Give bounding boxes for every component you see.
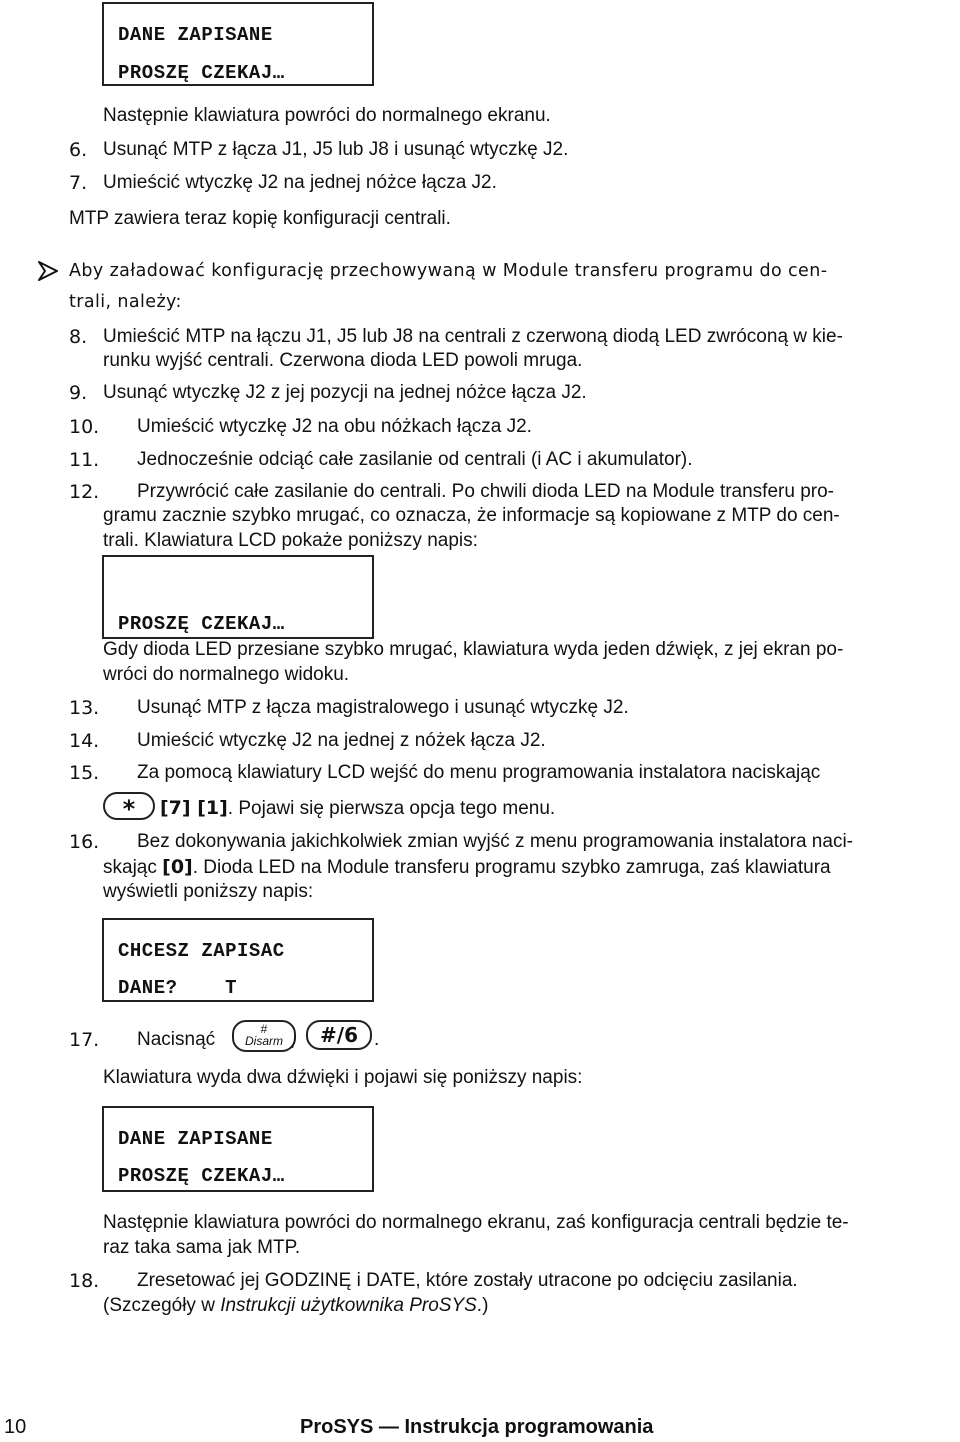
star-key-label: * [121, 795, 137, 823]
step-text: Umieścić MTP na łączu J1, J5 lub J8 na centrali z czerwoną diodą LED zwróconą w kie- [103, 326, 843, 347]
step-number: 15. [69, 762, 100, 784]
arrow-bullet-icon [36, 260, 60, 288]
lcd-line-1: DANE ZAPISANE [118, 24, 273, 46]
step-text: Usunąć wtyczkę J2 z jej pozycji na jednej nóżce łącza J2. [103, 382, 587, 403]
lcd-line-2: PROSZĘ CZEKAJ… [118, 1165, 285, 1187]
lcd-line-2: DANE? T [118, 977, 238, 999]
disarm-key-label: Disarm [245, 1034, 283, 1048]
step-number: 14. [69, 730, 100, 752]
step-text [103, 855, 831, 880]
step-text: gramu zacznie szybko mrugać, co oznacza, że informacje są kopiowane z MTP do cen- [103, 505, 840, 526]
disarm-key-symbol: # [260, 1022, 268, 1036]
step-number: 9. [69, 382, 88, 404]
key-separator: / [292, 1036, 296, 1051]
step-text: Nacisnąć [137, 1029, 216, 1050]
lcd-display-save-prompt [102, 918, 374, 1002]
keys-bold: [7] [1] [160, 797, 228, 819]
step-text [160, 796, 555, 821]
step-number: 13. [69, 697, 100, 719]
step-text: Umieścić wtyczkę J2 na jednej z nóżek łącza J2. [137, 730, 546, 751]
lcd-line-1: DANE ZAPISANE [118, 1128, 273, 1150]
step-text: Usunąć MTP z łącza J1, J5 lub J8 i usunąć wtyczkę J2. [103, 139, 569, 160]
step-number: 8. [69, 326, 88, 348]
lcd-line-1: CHCESZ ZAPISAC [118, 940, 285, 962]
step-text: wyświetli poniższy napis: [103, 881, 314, 902]
step-number: 17. [69, 1029, 100, 1051]
lcd-line-2: PROSZĘ CZEKAJ… [118, 613, 285, 635]
page-number: 10 [4, 1416, 27, 1438]
lcd-display-saved-final [102, 1106, 374, 1192]
step-text: Przywrócić całe zasilanie do centrali. Po chwili dioda LED na Module transferu pro- [137, 481, 834, 502]
section-heading-line: Aby załadować konfigurację przechowywaną w Module transferu programu do cen- [69, 261, 828, 281]
section-heading-line: trali, należy: [69, 292, 182, 312]
footer-title: ProSYS — Instrukcja programowania [300, 1416, 654, 1438]
step-number: 11. [69, 449, 100, 471]
paragraph: Gdy dioda LED przesiane szybko mrugać, klawiatura wyda jeden dźwięk, z jej ekran po- [103, 639, 844, 660]
step-number: 18. [69, 1270, 100, 1292]
paragraph: MTP zawiera teraz kopię konfiguracji centrali. [69, 208, 451, 229]
paragraph: Następnie klawiatura powróci do normalnego ekranu, zaś konfiguracja centrali będzie te- [103, 1212, 849, 1233]
step-number: 16. [69, 831, 100, 853]
step-text: trali. Klawiatura LCD pokaże poniższy napis: [103, 530, 478, 551]
step-text [103, 1294, 488, 1318]
disarm-key-icon [232, 1020, 296, 1052]
lcd-display-wait [102, 555, 374, 639]
text-part: . Dioda LED na Module transferu programu szybko zamruga, zaś klawiatura [192, 857, 831, 878]
hash-six-key-icon [306, 1020, 372, 1050]
text-part: skając [103, 857, 163, 878]
step-number: 6. [69, 139, 88, 161]
sentence-end: . [374, 1029, 380, 1050]
hash-six-key-label: #/6 [320, 1023, 358, 1047]
step-text: Za pomocą klawiatury LCD wejść do menu programowania instalatora naciskając [137, 762, 821, 783]
step-text: Umieścić wtyczkę J2 na jednej nóżce łącza J2. [103, 172, 497, 193]
step-text: Jednocześnie odciąć całe zasilanie od centrali (i AC i akumulator). [137, 449, 693, 470]
text-part: (Szczegóły w [103, 1295, 221, 1316]
paragraph: Klawiatura wyda dwa dźwięki i pojawi się poniższy napis: [103, 1067, 583, 1088]
step-number: 12. [69, 481, 100, 503]
paragraph: Następnie klawiatura powróci do normalnego ekranu. [103, 105, 551, 126]
step-text-rest: . Pojawi się pierwsza opcja tego menu. [227, 798, 556, 819]
lcd-line-2: PROSZĘ CZEKAJ… [118, 62, 285, 84]
lcd-display-saved [102, 2, 374, 86]
keys-bold: [0] [162, 856, 193, 878]
paragraph: wróci do normalnego widoku. [103, 664, 350, 685]
step-number: 7. [69, 172, 88, 194]
step-text: Zresetować jej GODZINĘ i DATE, które zostały utracone po odcięciu zasilania. [137, 1270, 798, 1291]
step-text: Umieścić wtyczkę J2 na obu nóżkach łącza J2. [137, 416, 532, 437]
text-part: .) [476, 1295, 489, 1316]
step-number: 10. [69, 416, 100, 438]
manual-title: Instrukcji użytkownika ProSYS [220, 1295, 477, 1316]
step-text: Bez dokonywania jakichkolwiek zmian wyjść z menu programowania instalatora naci- [137, 831, 853, 852]
step-text: Usunąć MTP z łącza magistralowego i usunąć wtyczkę J2. [137, 697, 629, 718]
star-key-icon [103, 792, 155, 823]
step-text: runku wyjść centrali. Czerwona dioda LED powoli mruga. [103, 350, 583, 371]
paragraph: raz taka sama jak MTP. [103, 1237, 301, 1258]
